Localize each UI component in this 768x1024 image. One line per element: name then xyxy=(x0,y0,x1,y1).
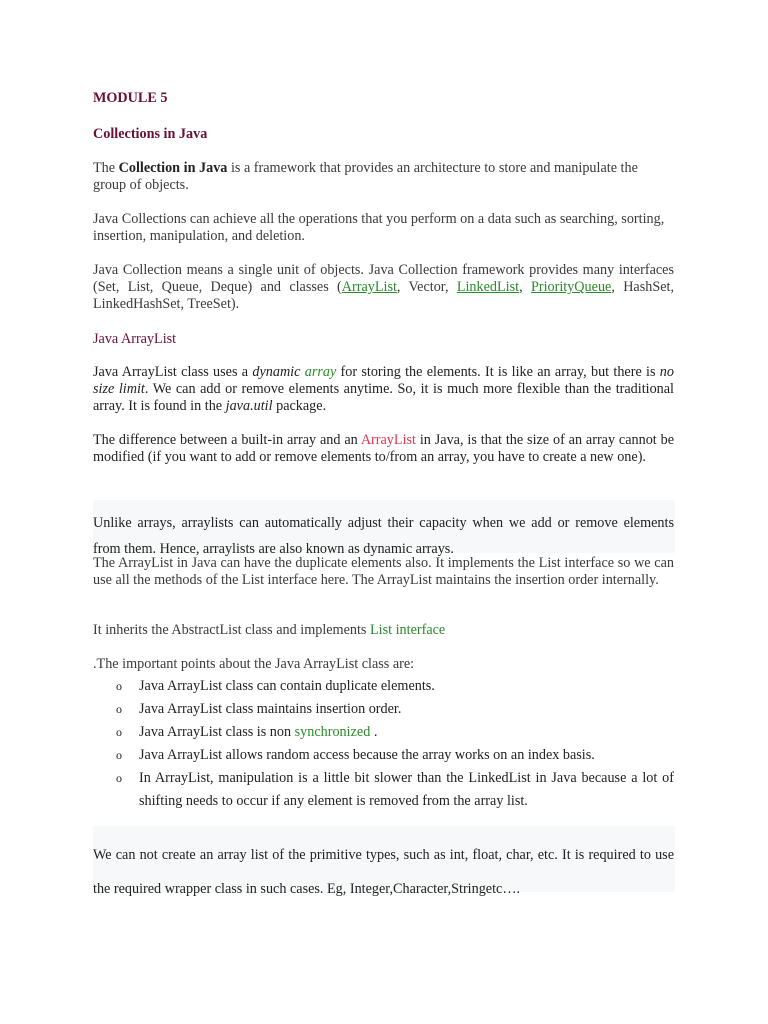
list-item xyxy=(93,767,674,813)
highlight-paragraph-1: Unlike arrays, arraylists can automatically adjust their capacity when we add or remove elements from them. Hence, arraylists are also known as dynamic arrays. xyxy=(93,515,674,557)
highlight-paragraph-2: We can not create an array list of the primitive types, such as int, float, char, etc. It is required to use the required wrapper class in such cases. Eg, Integer,Character,Stringetc…. xyxy=(93,847,674,897)
list-item xyxy=(93,721,674,744)
dynamic-em: dynamic xyxy=(252,364,305,380)
point-text-pre: Java ArrayList class is non xyxy=(139,724,295,740)
inherits-paragraph xyxy=(93,622,674,639)
bullet-icon: o xyxy=(116,702,122,716)
duplicates-paragraph: The ArrayList in Java can have the duplicate elements also. It implements the List interface so we can use all the methods of the List interface here. The ArrayList maintains the insertion order internally. xyxy=(93,555,674,588)
intro-text-post: is a framework that provides an architecture to store and manipulate the group of objects. xyxy=(93,160,638,193)
bullet-icon: o xyxy=(116,725,122,739)
linkedlist-link[interactable]: LinkedList xyxy=(456,279,520,295)
no-size-limit-em: no size limit xyxy=(93,364,674,397)
collection-paragraph xyxy=(93,262,674,313)
point-text: Java ArrayList class can contain duplicate elements. xyxy=(139,678,435,694)
collection-text-sep1: , Vector, xyxy=(396,279,457,295)
collection-text-post: , HashSet, LinkedHashSet, TreeSet). xyxy=(93,279,675,312)
bullet-icon: o xyxy=(116,679,122,693)
arraylist-link[interactable]: ArrayList xyxy=(341,279,397,295)
arraylist-text-2: for storing the elements. It is like an array, but there is xyxy=(336,364,660,380)
list-item xyxy=(93,698,674,721)
inherits-text-pre: It inherits the AbstractList class and implements xyxy=(93,622,370,638)
list-interface-term: List interface xyxy=(370,622,446,638)
java-util-em: java.util xyxy=(225,398,273,414)
arraylist-subheading: Java ArrayList xyxy=(93,331,177,347)
points-list xyxy=(93,675,674,813)
section-title: Collections in Java xyxy=(93,126,208,142)
arraylist-text-1: Java ArrayList class uses a xyxy=(93,364,253,380)
arraylist-paragraph xyxy=(93,364,674,415)
priorityqueue-link[interactable]: PriorityQueue xyxy=(530,279,612,295)
difference-paragraph xyxy=(93,432,674,466)
module-title: MODULE 5 xyxy=(93,90,168,106)
bullet-icon: o xyxy=(116,771,122,785)
difference-text-pre: The difference between a built-in array and an xyxy=(93,432,361,448)
point-text-post: . xyxy=(370,724,378,740)
difference-text-post: in Java, is that the size of an array cannot be modified (if you want to add or remove elements to/from an array, you have to create a new one). xyxy=(93,432,675,465)
intro-paragraph xyxy=(93,160,674,194)
arraylist-text-4: package. xyxy=(272,398,327,414)
operations-paragraph: Java Collections can achieve all the operations that you perform on a data such as searching, sorting, insertion, manipulation, and deletion. xyxy=(93,211,665,244)
bullet-icon: o xyxy=(116,748,122,762)
collection-text-pre: Java Collection means a single unit of objects. Java Collection framework provides many interfaces (Set, List, Queue, Deque) and classes ( xyxy=(93,262,674,295)
intro-text-bold: Collection in Java xyxy=(118,160,228,176)
point-text: In ArrayList, manipulation is a little bit slower than the LinkedList in Java because a lot of shifting needs to occur if any element is removed from the array list. xyxy=(139,770,674,809)
array-em: array xyxy=(304,364,337,380)
arraylist-red-term: ArrayList xyxy=(360,432,416,448)
point-text: Java ArrayList allows random access because the array works on an index basis. xyxy=(139,747,595,763)
synchronized-term: synchronized xyxy=(294,724,371,740)
list-item xyxy=(93,744,674,767)
list-item xyxy=(93,675,674,698)
intro-text-pre: The xyxy=(93,160,119,176)
collection-text-sep2: , xyxy=(519,279,531,295)
points-intro: .The important points about the Java ArrayList class are: xyxy=(93,656,415,672)
arraylist-text-3: . We can add or remove elements anytime. So, it is much more flexible than the traditional array. It is found in the xyxy=(93,381,675,414)
point-text: Java ArrayList class maintains insertion order. xyxy=(139,701,402,717)
